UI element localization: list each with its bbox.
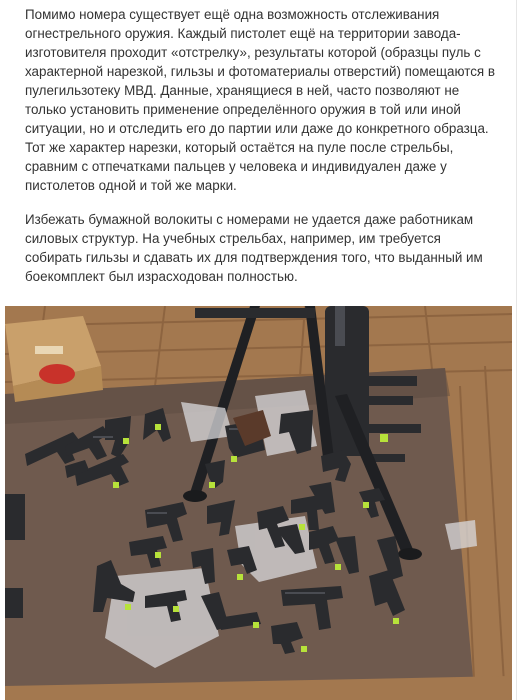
pistols-on-carpet-photo <box>5 306 512 700</box>
photo-illustration <box>5 306 512 700</box>
article-paragraph: Помимо номера существует ещё одна возможность отслеживания огнестрельного оружия. Каждый пистолет ещё на территории завода-изготовителя проходит «отстрелку», результаты которой (образцы пуль с характерной нарезкой, гильзы и фотоматериалы отверстий) помещаются в пулегильзотеку МВД. Данные, хранящиеся в ней, часто позволяют не только установить применение определённого оружия в той или иной ситуации, но и отследить его до партии или даже до конкретного образца. Тот же характер нарезки, который остаётся на пуле после стрельбы, сравним с отпечатками пальцев у человека и индивидуален даже у пистолетов одной и той же марки. <box>25 7 495 193</box>
article-paragraph: Избежать бумажной волокиты с номерами не удается даже работникам силовых структур. На учебных стрельбах, например, им требуется собирать гильзы и сдавать их для подтверждения того, что выданный им боекомплект был израсходован полностью. <box>25 212 483 284</box>
